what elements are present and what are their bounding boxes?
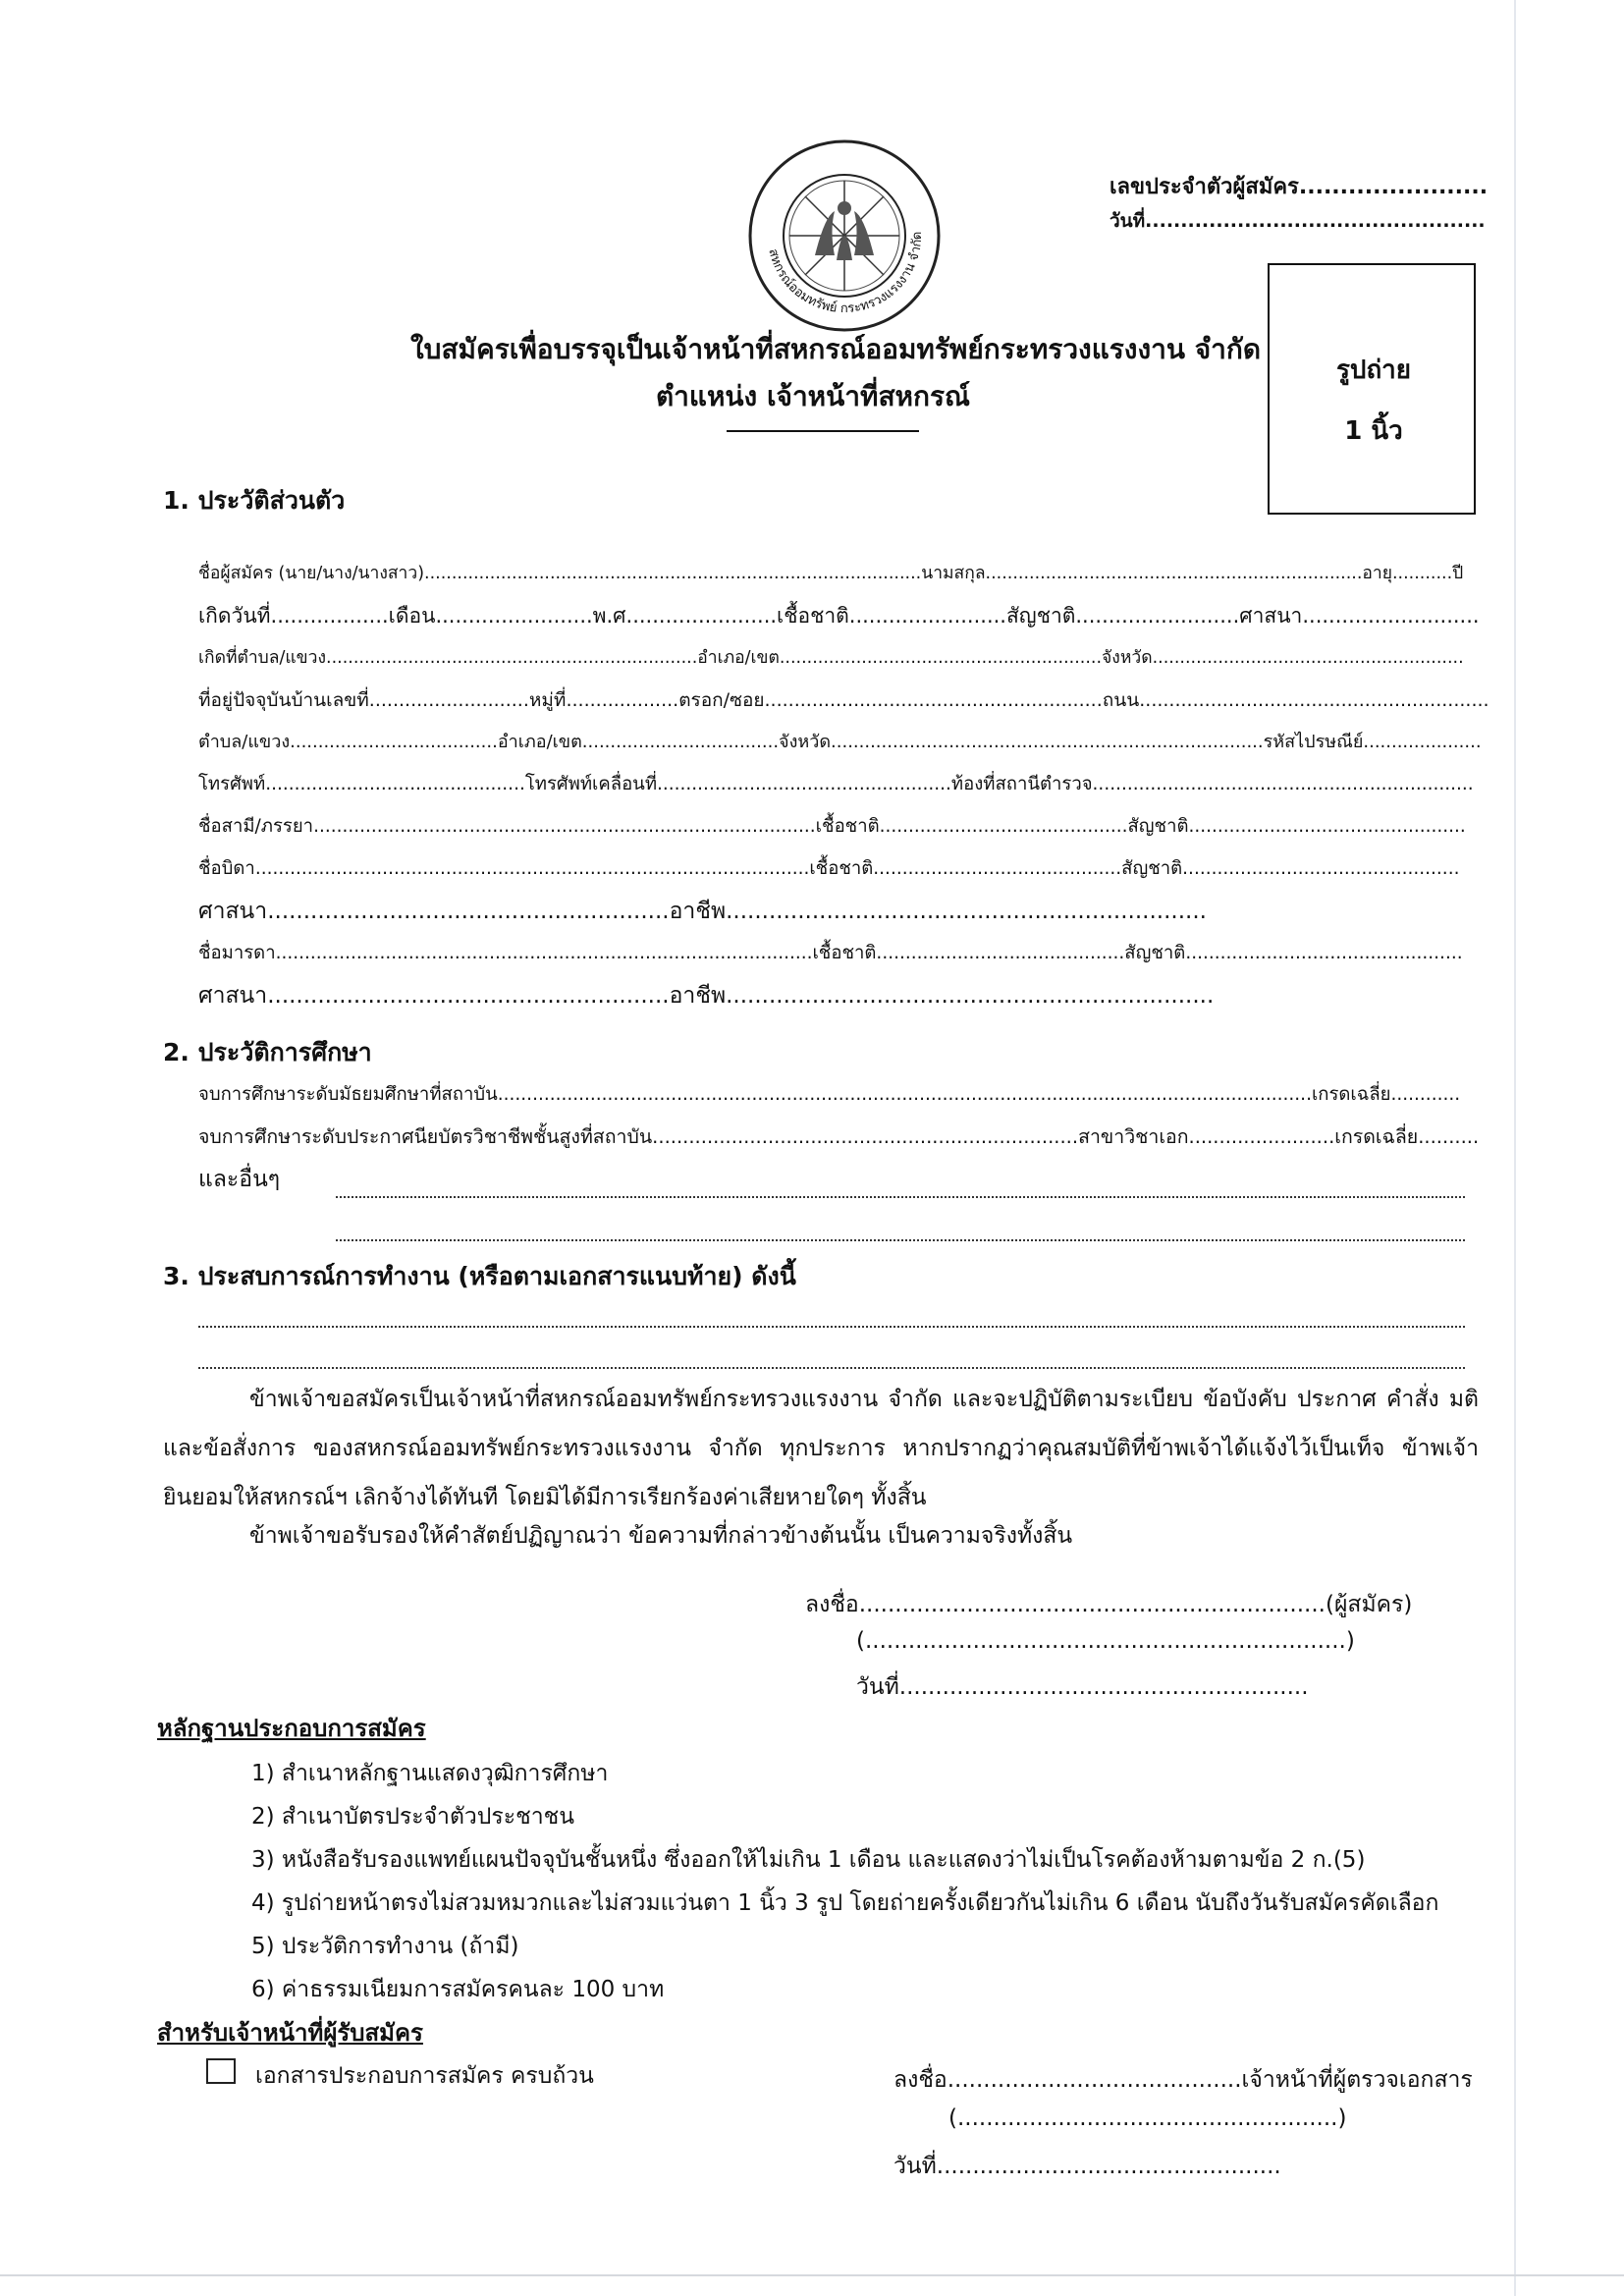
header-date-label: วันที่................................................ — [1110, 210, 1486, 232]
declaration-paragraph: ข้าพเจ้าขอสมัครเป็นเจ้าหน้าที่สหกรณ์ออมทรัพย์กระทรวงแรงงาน จำกัด และจะปฏิบัติตามระเบียบ ข้อบังคับ ประกาศ คำสั่ง มติ และข้อสั่งการ ของสหกรณ์ออมทรัพย์กระทรวงแรงงาน จำกัด ทุกประการ หากปรากฏว่าคุณสมบัติที่ข้าพเจ้าได้แจ้งไว้เป็นเท็จ ข้าพเจ้ายินยอมให้สหกรณ์ฯ เลิกจ้างได้ทันที โดยมิได้มีการเรียกร้องค่าเสียหายใดๆ ทั้งสิ้น — [163, 1387, 1479, 1510]
officer-name-line[interactable]: (.....................................................) — [948, 2105, 1347, 2131]
form-row-other-education-label: และอื่นๆ — [198, 1167, 281, 1192]
applicant-name-line[interactable]: (...................................................................) — [856, 1628, 1355, 1654]
position-title: ตำแหน่ง เจ้าหน้าที่สหกรณ์ — [656, 380, 970, 412]
photo-box-label: รูปถ่าย — [1335, 355, 1412, 385]
page-bottom-edge — [0, 2274, 1624, 2276]
form-row-mother-religion[interactable]: ศาสนา........................................................อาชีพ.................................................................... — [198, 983, 1215, 1009]
evidence-item: 6) ค่าธรรมเนียมการสมัครคนละ 100 บาท — [251, 1977, 665, 2002]
form-row-address-district[interactable]: ตำบล/แขวง.....................................อำเภอ/เขต...................................จังหวัด.............................................................................รหัสไปรษณีย์..................... — [198, 732, 1482, 752]
work-experience-line-2[interactable] — [198, 1367, 1465, 1369]
form-title: ใบสมัครเพื่อบรรจุเป็นเจ้าหน้าที่สหกรณ์ออมทรัพย์กระทรวงแรงงาน จำกัด — [410, 333, 1262, 365]
evidence-item: 3) หนังสือรับรองแพทย์แผนปัจจุบันชั้นหนึ่ง ซึ่งออกให้ไม่เกิน 1 เดือน และแสดงว่าไม่เป็นโรคต้องห้ามตามข้อ 2 ก.(5) — [251, 1847, 1366, 1873]
other-education-line-2[interactable] — [336, 1239, 1465, 1241]
documents-complete-label: เอกสารประกอบการสมัคร ครบถ้วน — [255, 2063, 594, 2089]
seal-text: สหกรณ์ออมทรัพย์ กระทรวงแรงงาน จำกัด — [765, 231, 926, 317]
documents-complete-checkbox[interactable] — [206, 2058, 236, 2084]
applicant-date-line[interactable]: วันที่......................................................... — [856, 1674, 1309, 1700]
officer-section-title: สำหรับเจ้าหน้าที่ผู้รับสมัคร — [157, 2019, 423, 2047]
evidence-item: 4) รูปถ่ายหน้าตรงไม่สวมหมวกและไม่สวมแว่นตา 1 นิ้ว 3 รูป โดยถ่ายครั้งเดียวกันไม่เกิน 6 เดือน นับถึงวันรับสมัครคัดเลือก — [251, 1890, 1439, 1916]
work-experience-line-1[interactable] — [198, 1326, 1465, 1328]
form-row-father[interactable]: ชื่อบิดา................................................................................................เชื้อชาติ...........................................สัญชาติ................................................ — [198, 858, 1460, 879]
photo-box-size: 1 นิ้ว — [1344, 416, 1403, 446]
form-row-current-address[interactable]: ที่อยู่ปัจจุบันบ้านเลขที่...........................หมู่ที่...................ตรอก/ซอย.........................................................ถนน........................................................... — [198, 689, 1489, 711]
section-work-experience-title: 3. ประสบการณ์การทำงาน (หรือตามเอกสารแนบท้าย) ดังนี้ — [163, 1262, 796, 1290]
applicant-id-label: เลขประจำตัวผู้สมัคร....................... — [1110, 175, 1489, 199]
form-row-birthplace[interactable]: เกิดที่ตำบล/แขวง....................................................................อำเภอ/เขต...........................................................จังหวัด......................................................... — [198, 648, 1464, 668]
other-education-line-1[interactable] — [336, 1196, 1465, 1198]
cooperative-seal-logo — [746, 137, 943, 334]
form-row-father-religion[interactable]: ศาสนา........................................................อาชีพ................................................................... — [198, 899, 1207, 924]
evidence-item: 2) สำเนาบัตรประจำตัวประชาชน — [251, 1804, 574, 1830]
form-row-phone[interactable]: โทรศัพท์.............................................โทรศัพท์เคลื่อนที่...................................................ท้องที่สถานีตำรวจ.................................................................. — [198, 774, 1474, 794]
page-edge — [1514, 0, 1516, 2296]
evidence-item: 1) สำเนาหลักฐานแสดงวุฒิการศึกษา — [251, 1761, 609, 1786]
form-row-spouse[interactable]: ชื่อสามี/ภรรยา.......................................................................................เชื้อชาติ...........................................สัญชาติ................................................ — [198, 816, 1466, 837]
form-row-birth-details[interactable]: เกิดวันที่..................เดือน........................พ.ศ.......................เชื้อชาติ........................สัญชาติ.........................ศาสนา........................... — [198, 604, 1480, 628]
photo-box — [1268, 263, 1476, 515]
form-row-vocational-education[interactable]: จบการศึกษาระดับประกาศนียบัตรวิชาชีพชั้นสูงที่สถาบัน......................................................................สาขาวิชาเอก........................เกรดเฉลี่ย.......... — [198, 1125, 1480, 1148]
section-education-title: 2. ประวัติการศึกษา — [163, 1038, 372, 1066]
certification-statement: ข้าพเจ้าขอรับรองให้คำสัตย์ปฏิญาณว่า ข้อความที่กล่าวข้างต้นนั้น เป็นความจริงทั้งสิ้น — [249, 1523, 1073, 1549]
evidence-item: 5) ประวัติการทำงาน (ถ้ามี) — [251, 1934, 519, 1959]
evidence-title: หลักฐานประกอบการสมัคร — [157, 1715, 426, 1742]
officer-date-line[interactable]: วันที่................................................ — [893, 2154, 1281, 2179]
officer-signature-line[interactable]: ลงชื่อ.........................................เจ้าหน้าที่ผู้ตรวจเอกสาร — [893, 2067, 1473, 2093]
title-divider — [727, 430, 919, 432]
form-row-secondary-education[interactable]: จบการศึกษาระดับมัธยมศึกษาที่สถาบัน.............................................................................................................................................เกรดเฉลี่ย............ — [198, 1084, 1461, 1105]
form-row-mother[interactable]: ชื่อมารดา.............................................................................................เชื้อชาติ...........................................สัญชาติ................................................ — [198, 943, 1463, 963]
form-row-applicant-name[interactable]: ชื่อผู้สมัคร (นาย/นาง/นางสาว)...........................................................................................นามสกุล.....................................................................อายุ...........ปี — [198, 564, 1464, 583]
section-personal-history-title: 1. ประวัติส่วนตัว — [163, 486, 346, 515]
applicant-signature-line[interactable]: ลงชื่อ.................................................................(ผู้สมัคร) — [805, 1592, 1413, 1617]
